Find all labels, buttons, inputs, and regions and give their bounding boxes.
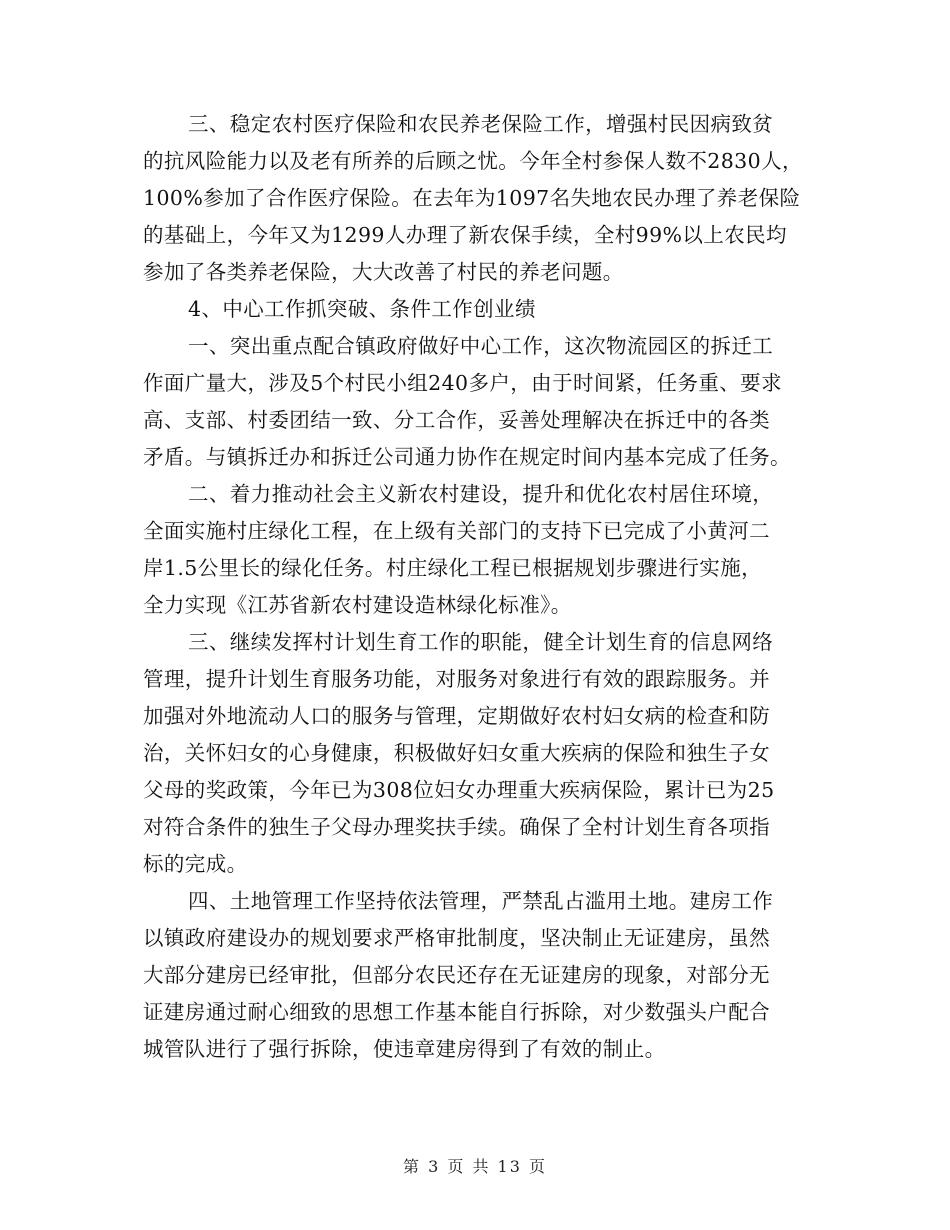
page-footer: 第 3 页 共 13 页 (403, 1157, 547, 1176)
text-line: 的基础上，今年又为1299人办理了新农保手续，全村99%以上农民均 (143, 223, 787, 247)
text-line: 一、突出重点配合镇政府做好中心工作，这次物流园区的拆迁工 (188, 334, 774, 358)
text-line: 以镇政府建设办的规划要求严格审批制度，坚决制止无证建房，虽然 (143, 926, 770, 950)
text-line: 标的完成。 (143, 852, 248, 876)
document-body (143, 106, 813, 1068)
text-line: 100%参加了合作医疗保险。在去年为1097名失地农民办理了养老保险 (143, 186, 801, 210)
text-line: 大部分建房已经审批，但部分农民还存在无证建房的现象，对部分无 (143, 963, 770, 987)
text-line: 全面实施村庄绿化工程，在上级有关部门的支持下已完成了小黄河二 (143, 519, 770, 543)
text-line: 参加了各类养老保险，大大改善了村民的养老问题。 (143, 260, 624, 284)
text-line: 岸1.5公里长的绿化任务。村庄绿化工程已根据规划步骤进行实施， (143, 556, 762, 580)
text-line: 二、着力推动社会主义新农村建设，提升和优化农村居住环境， (188, 482, 774, 506)
text-line: 城管队进行了强行拆除，使违章建房得到了有效的制止。 (143, 1037, 666, 1061)
text-line: 四、土地管理工作坚持依法管理，严禁乱占滥用土地。建房工作 (188, 889, 774, 913)
text-line: 加强对外地流动人口的服务与管理，定期做好农村妇女病的检查和防 (143, 704, 770, 728)
text-line: 治，关怀妇女的心身健康，积极做好妇女重大疾病的保险和独生子女 (143, 741, 770, 765)
text-line: 高、支部、村委团结一致、分工合作，妥善处理解决在拆迁中的各类 (143, 408, 770, 432)
text-line: 三、稳定农村医疗保险和农民养老保险工作，增强村民因病致贫 (188, 112, 774, 136)
section-heading: 4、中心工作抓突破、条件工作创业绩 (188, 297, 536, 321)
text-line: 作面广量大，涉及5个村民小组240多户，由于时间紧，任务重、要求 (143, 371, 782, 395)
text-line: 父母的奖政策，今年已为308位妇女办理重大疾病保险，累计已为25 (143, 778, 775, 802)
text-line: 的抗风险能力以及老有所养的后顾之忧。今年全村参保人数不2830人， (143, 149, 803, 173)
text-line: 矛盾。与镇拆迁办和拆迁公司通力协作在规定时间内基本完成了任务。 (143, 445, 791, 469)
text-line: 证建房通过耐心细致的思想工作基本能自行拆除，对少数强头户配合 (143, 1000, 770, 1024)
text-line: 管理，提升计划生育服务功能，对服务对象进行有效的跟踪服务。并 (143, 667, 770, 691)
text-line: 三、继续发挥村计划生育工作的职能，健全计划生育的信息网络 (188, 630, 774, 654)
text-line: 对符合条件的独生子父母办理奖扶手续。确保了全村计划生育各项指 (143, 815, 770, 839)
text-line: 全力实现《江苏省新农村建设造林绿化标准》。 (143, 593, 572, 617)
